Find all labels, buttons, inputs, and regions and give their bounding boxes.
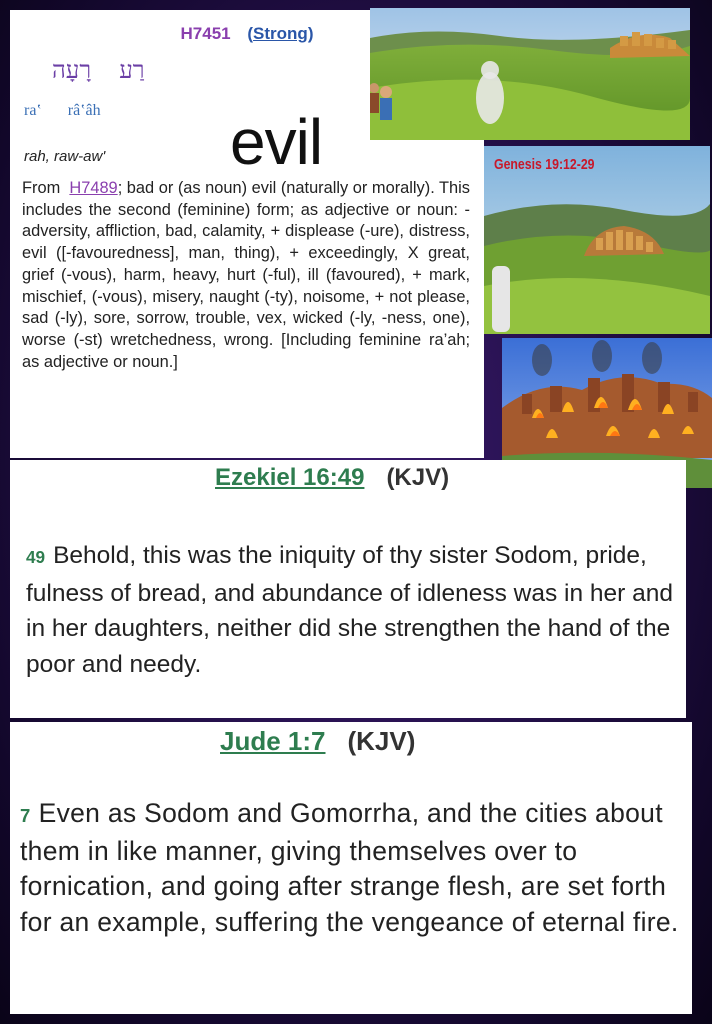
jude-verse-text	[20, 796, 684, 940]
hebrew-word-2: רָעָה	[52, 56, 92, 84]
definition-from: From	[22, 179, 61, 197]
strongs-header: H7451 (Strong)	[180, 24, 314, 43]
jude-verse-body: Even as Sodom and Gomorrha, and the cities about them in like manner, giving themselves over to fornication, and going after strange flesh, are set forth for an example, suffering the vengeance of eternal fire.	[20, 798, 679, 937]
ezekiel-header	[215, 464, 686, 492]
jude-verse-panel	[10, 722, 692, 1014]
strongs-source-link[interactable]: Strong	[253, 24, 308, 43]
jude-verse-number: 7	[20, 805, 31, 826]
pronunciation: rah, raw-aw'	[24, 148, 106, 165]
ezekiel-ref-link[interactable]: Ezekiel 16:49	[215, 464, 365, 491]
hebrew-word-1: רַע	[119, 56, 145, 84]
landscape-image-1	[370, 8, 690, 140]
ezekiel-version: (KJV)	[386, 464, 450, 491]
transliteration-2: râ‛âh	[67, 102, 101, 119]
strongs-definition-text	[22, 178, 470, 373]
jude-header	[220, 726, 692, 757]
ezekiel-verse-text	[26, 538, 680, 682]
ezekiel-verse-number: 49	[26, 547, 46, 567]
transliteration-1: ra‛	[24, 102, 42, 119]
transliteration	[24, 102, 127, 120]
genesis-landscape-image	[484, 146, 710, 334]
ezekiel-verse-panel	[10, 460, 686, 718]
strongs-number: H7451	[180, 24, 231, 43]
jude-version: (KJV)	[347, 726, 416, 756]
definition-body: ; bad or (as noun) evil (naturally or morally). This includes the second (feminine) form; as adjective or noun: - adversity, affliction, bad, calamity, + displease (-ure), distress, evil ([-favouredness], man, thing), + exceedingly, X great, grief (-vous), harm, heavy, hurt (-ful), ill (favoured), + mark, mischief, (-vous), misery, naught (-ty), noisome, + not please, sad (-ly), sore, sorrow, trouble, vex, wicked (-ly, -ness, one), worse (-st) wretchedness, wrong. [Including feminine ra’ah; as adjective or noun.]	[22, 179, 470, 371]
gloss-word: evil	[230, 106, 323, 178]
hebrew-words	[24, 56, 145, 85]
jude-ref-link[interactable]: Jude 1:7	[220, 726, 326, 756]
ezekiel-verse-body: Behold, this was the iniquity of thy sister Sodom, pride, fulness of bread, and abundance of idleness was in her and in her daughters, neither did she strengthen the hand of the poor and needy.	[26, 542, 673, 678]
genesis-caption: Genesis 19:12-29	[494, 156, 595, 173]
definition-ref-link[interactable]: H7489	[69, 179, 118, 197]
